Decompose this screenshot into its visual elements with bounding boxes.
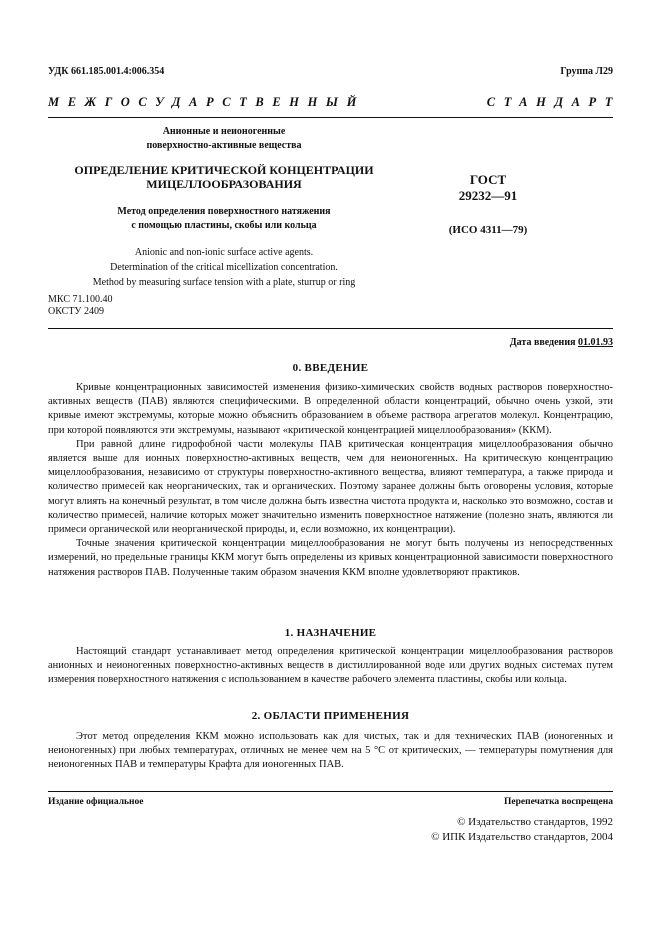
banner-interstate: МЕЖГОСУДАРСТВЕННЫЙ bbox=[48, 95, 365, 109]
copyright-block bbox=[431, 815, 613, 844]
group-code: Группа Л29 bbox=[560, 66, 613, 77]
section-body-introduction bbox=[48, 381, 613, 580]
subject-line-1: Анионные и неионогенные bbox=[162, 126, 286, 137]
intro-date-label: Дата введения bbox=[509, 337, 576, 348]
paragraph: Точные значения критической концентрации мицеллообразования не могут быть получены из непосредственных измерений, но предельные границы ККМ могут быть определены из кривых концентрационной зависимости поверхностного натяжения растворов ПАВ. Полученные таким образом значения ККМ вполне удовлетворяют практиков. bbox=[48, 538, 613, 578]
classification-codes bbox=[48, 294, 112, 318]
top-line bbox=[48, 66, 613, 80]
banner-standard: СТАНДАРТ bbox=[486, 95, 621, 109]
section-title-purpose: 1. НАЗНАЧЕНИЕ bbox=[284, 627, 377, 639]
paragraph: Кривые концентрационных зависимостей изменения физико-химических свойств водных растворов поверхностно-активных веществ (ПАВ) являются специфическими. В определенной области концентраций, обычно очень узкой, эти кривые имеют экстремумы, которые можно объяснить образованием в объеме раствора агрегатов молекул. Концентрацию, при которой появляются эти экстремумы, называют «критической концентрацией мицеллообразования» (ККМ). bbox=[48, 382, 613, 436]
paragraph: При равной длине гидрофобной части молекулы ПАВ критическая концентрация мицеллообразования обычно является выше для ионных поверхностно-активных веществ, чем для неионогенных. На критическую концентрацию мицеллообразования, независимо от структуры поверхностно-активного вещества, влияют температура, а также природа и количество примесей как неорганических, так и органических. Поэтому заранее должны быть оговорены условия, которые могут влиять на конечный результат, в том числе должна быть известна чистота продукта и, насколько это возможно, состав и количество примесей, наличие которых может значительно изменить поверхностное натяжение (полезно знать, являются ли примеси органической или неорганической природы, и, если возможно, их концентрации). bbox=[48, 438, 613, 536]
udk-code: УДК 661.185.001.4:006.354 bbox=[48, 66, 165, 77]
reprint-notice: Перепечатка воспрещена bbox=[503, 797, 613, 807]
copyright-line-1: © Издательство стандартов, 1992 bbox=[457, 816, 613, 828]
english-title-line-2: Determination of the critical micellization concentration. bbox=[110, 262, 338, 273]
section-title-scope: 2. ОБЛАСТИ ПРИМЕНЕНИЯ bbox=[251, 710, 410, 722]
intro-date bbox=[510, 337, 613, 348]
gost-block bbox=[418, 172, 558, 236]
footer-rule bbox=[48, 791, 613, 792]
intro-date-value: 01.01.93 bbox=[578, 337, 613, 348]
section-title-introduction: 0. ВВЕДЕНИЕ bbox=[292, 362, 369, 374]
section-body-purpose bbox=[48, 645, 613, 688]
gost-label: ГОСТ bbox=[469, 172, 507, 187]
copyright-line-2: © ИПК Издательство стандартов, 2004 bbox=[431, 830, 613, 843]
gost-number: 29232—91 bbox=[458, 188, 518, 203]
paragraph: Настоящий стандарт устанавливает метод определения критической концентрации мицеллообразования растворов анионных и неионогенных поверхностно-активных веществ в дистиллированной воде или других водных системах путем измерения поверхностного натяжения с использованием в качестве рабочего элемента пластины, скобы или кольца. bbox=[48, 646, 613, 686]
english-title-line-1: Anionic and non-ionic surface active agents. bbox=[134, 247, 314, 258]
official-edition: Издание официальное bbox=[48, 797, 144, 807]
method-line-1: Метод определения поверхностного натяжения bbox=[117, 206, 331, 217]
doc-title-line-2: МИЦЕЛЛООБРАЗОВАНИЯ bbox=[146, 177, 302, 191]
subject-line-2: поверхностно-активные вещества bbox=[146, 140, 302, 151]
iso-reference: (ИСО 4311—79) bbox=[448, 224, 528, 236]
paragraph: Этот метод определения ККМ можно использовать как для чистых, так и для технических ПАВ (ионогенных и неионогенных) при любых температурах, отличных не менее чем на 5 °С от критических, — температуры помутнения для неионогенных ПАВ и температуры Крафта для ионогенных ПАВ. bbox=[48, 731, 613, 771]
footer-line bbox=[48, 797, 613, 811]
section-body-scope bbox=[48, 730, 613, 773]
method-line-2: с помощью пластины, скобы или кольца bbox=[131, 220, 317, 231]
title-block bbox=[48, 125, 400, 290]
okstu-code: ОКСТУ 2409 bbox=[48, 306, 105, 317]
english-title-line-3: Method by measuring surface tension with a plate, sturrup or ring bbox=[92, 277, 356, 288]
mks-code: МКС 71.100.40 bbox=[48, 294, 113, 305]
standard-banner bbox=[48, 95, 621, 111]
title-rule bbox=[48, 328, 613, 329]
doc-title-line-1: ОПРЕДЕЛЕНИЕ КРИТИЧЕСКОЙ КОНЦЕНТРАЦИИ bbox=[74, 163, 374, 177]
header-rule bbox=[48, 117, 613, 118]
